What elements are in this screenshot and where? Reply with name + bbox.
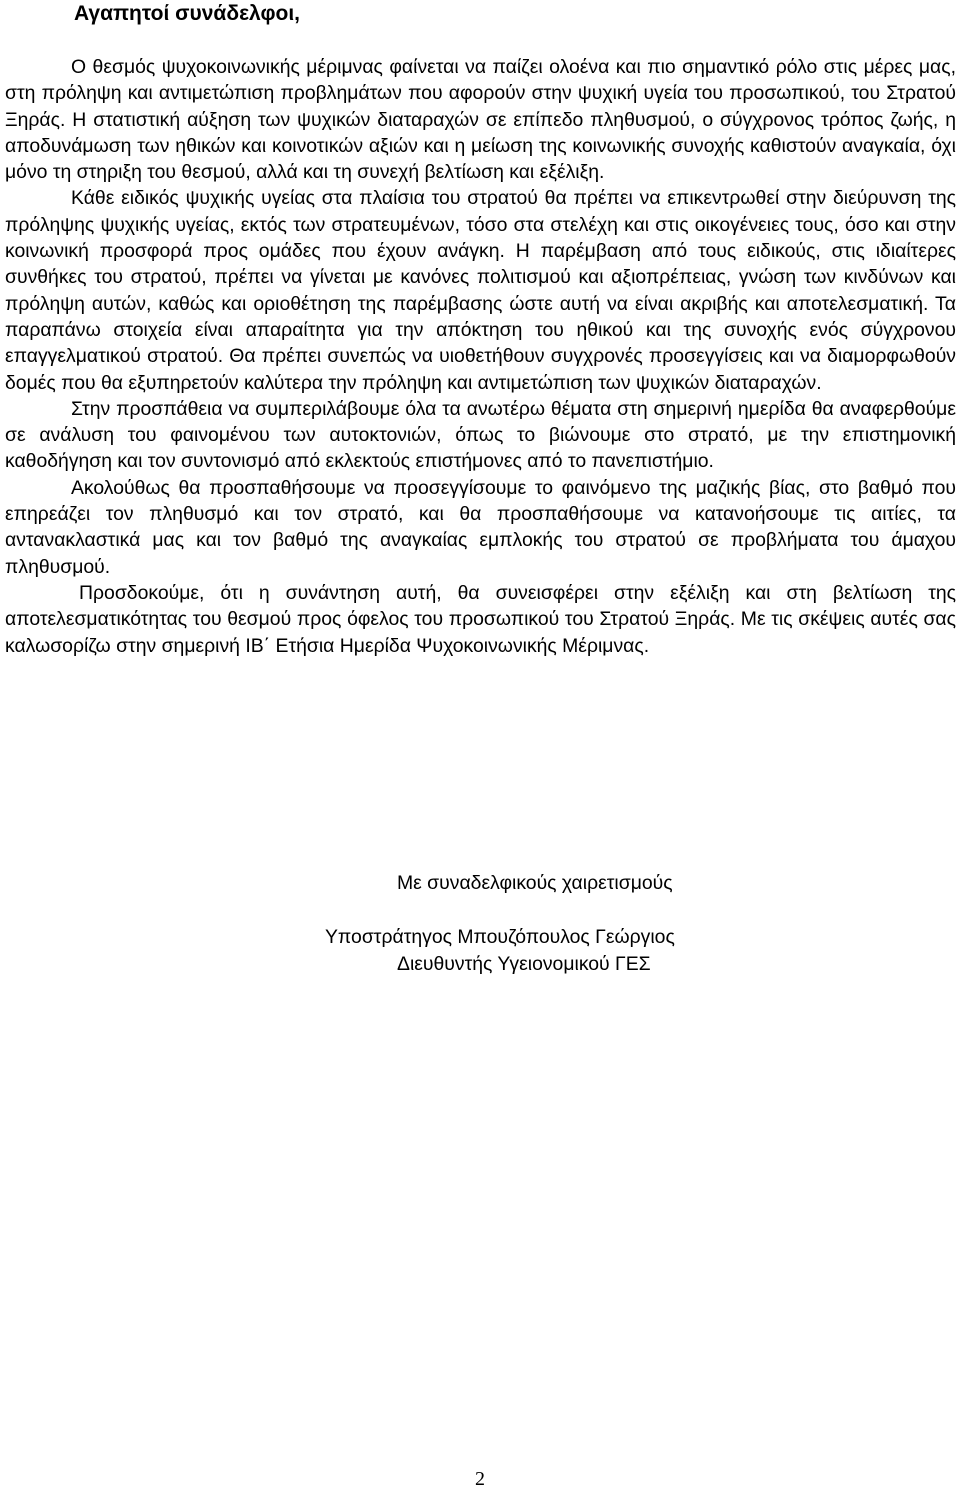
- salutation-heading: Αγαπητοί συνάδελφοι,: [74, 2, 300, 25]
- signatory-title: Διευθυντής Υγειονομικού ΓΕΣ: [397, 953, 651, 975]
- page-number: 2: [475, 1468, 485, 1490]
- paragraph-welcome: Προσδοκούμε, ότι η συνάντηση αυτή, θα συνεισφέρει στην εξέλιξη και στη βελτίωση της αποτελεσματικότητας του θεσμού προς όφελος του προσωπικού του Στρατού Ξηράς. Με τις σκέψεις αυτές σας καλωσορίζω στην σημερινή ΙΒ΄ Ετήσια Ημερίδα Ψυχοκοινωνικής Μέριμνας.: [5, 581, 956, 657]
- paragraph-intro: Ο θεσμός ψυχοκοινωνικής μέριμνας φαίνεται να παίζει ολοένα και πιο σημαντικό ρόλο στις μέρες μας, στη πρόληψη και αντιμετώπιση προβλημάτων που αφορούν στην ψυχική υγεία του προσωπικού, του Στρατού Ξηράς. Η στατιστική αύξηση των ψυχικών διαταραχών σε επίπεδο πληθυσμού, ο σύγχρονος τρόπος ζωής, η αποδυνάμωση των ηθικών και κοινοτικών αξιών και η μείωση της κοινωνικής συνοχής καθιστούν αναγκαία, όχι μόνο τη στηριξη του θεσμού, αλλά και τη συνεχή βελτίωση και εξέλιξη.: [5, 56, 956, 184]
- letter-body: [5, 54, 956, 659]
- signatory-name: Υποστράτηγος Μπουζόπουλος Γεώργιος: [325, 926, 675, 948]
- paragraph-mass-violence: Ακολούθως θα προσπαθήσουμε να προσεγγίσουμε το φαινόμενο της μαζικής βίας, στο βαθμό που επηρεάζει τον πληθυσμό και τον στρατό, και θα προσπαθήσουμε να κατανοήσουμε τις αιτίες, τα αντανακλαστικά μας και τον βαθμό της αναγκαίας εμπλοκής του στρατού σε προβλήματα του άμαχου πληθυσμού.: [5, 476, 956, 578]
- paragraph-mental-health-specialists: Κάθε ειδικός ψυχικής υγείας στα πλαίσια του στρατού θα πρέπει να επικεντρωθεί στην διεύρυνση της πρόληψης ψυχικής υγείας, εκτός των στρατευμένων, τόσο στα στελέχη και στις οικογένειες τους, όσο και στην κοινωνική προσφορά προς ομάδες που έχουν ανάγκη. Η παρέμβαση από τους ειδικούς, στις ιδιαίτερες συνθήκες του στρατού, πρέπει να γίνεται με κανόνες πολιτισμού και αξιοπρέπειας, γνώση των κινδύνων και πρόληψη αυτών, καθώς και οριοθέτηση της παρέμβασης ώστε αυτή να είναι ακριβής και αποτελεσματική. Τα παραπάνω στοιχεία είναι απαραίτητα για την απόκτηση του ηθικού και της συνοχής ενός σύγχρονου επαγγελματικού στρατού. Θα πρέπει συνεπώς να υιοθετήθουν συγχρονές προσεγγίσεις και να διαμορφωθούν δομές που θα εξυπηρετούν καλύτερα την πρόληψη και αντιμετώπιση των ψυχικών διαταραχών.: [5, 187, 956, 394]
- closing-greeting: Με συναδελφικούς χαιρετισμούς: [397, 872, 673, 894]
- paragraph-suicide-analysis: Στην προσπάθεια να συμπεριλάβουμε όλα τα ανωτέρω θέματα στη σημερινή ημερίδα θα αναφερθούμε σε ανάλυση του φαινομένου των αυτοκτονιών, όπως το βιώνουμε στο στρατό, με την επιστημονική καθοδήγηση και τον συντονισμό από εκλεκτούς επιστήμονες από το πανεπιστήμιο.: [5, 397, 956, 473]
